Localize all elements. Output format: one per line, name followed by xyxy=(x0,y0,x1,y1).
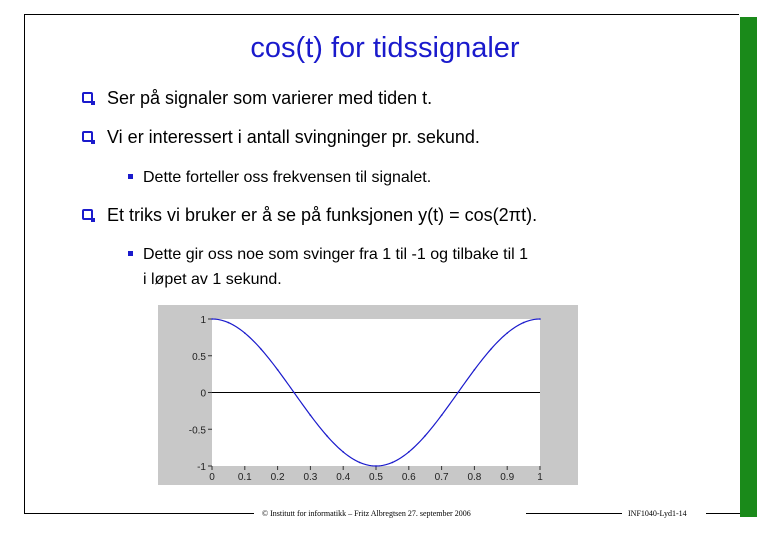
bullet-3 xyxy=(82,205,537,226)
bullet-3-text: Et triks vi bruker er å se på funksjonen y(t) = cos(2πt). xyxy=(107,205,538,225)
square-bullet-icon xyxy=(128,174,133,179)
x-tick-label: 1 xyxy=(537,472,543,483)
data-point xyxy=(342,451,344,453)
bullet-2-text: Vi er interessert i antall svingninger pr. sekund. xyxy=(107,127,480,147)
x-tick-label: 0.4 xyxy=(336,472,351,483)
subbullet-2-text xyxy=(143,242,528,292)
data-point xyxy=(523,322,525,324)
y-tick-label: 1 xyxy=(200,315,206,326)
bullet-box-icon xyxy=(82,209,93,220)
slide-title: cos(t) for tidssignaler xyxy=(250,32,520,64)
footer-page-id: INF1040-Lyd1-14 xyxy=(628,509,687,518)
bullet-1 xyxy=(82,88,432,109)
data-point xyxy=(506,332,508,334)
square-bullet-icon xyxy=(128,251,133,256)
data-point xyxy=(228,322,230,324)
plot-svg xyxy=(158,305,578,485)
data-point xyxy=(539,318,541,320)
subbullet-1 xyxy=(128,165,431,190)
x-tick-label: 0.6 xyxy=(401,472,416,483)
footer-rule-mid xyxy=(526,513,622,514)
x-tick-label: 0.1 xyxy=(237,472,252,483)
footer-rule-left xyxy=(24,513,254,514)
data-point xyxy=(277,369,279,371)
bullet-1-text: Ser på signaler som varierer med tiden t. xyxy=(107,88,433,108)
data-point xyxy=(359,462,361,464)
side-accent-bar xyxy=(740,17,757,517)
data-point xyxy=(260,348,262,350)
y-tick-label: -1 xyxy=(197,462,206,473)
subbullet-2 xyxy=(128,242,528,292)
data-point xyxy=(244,332,246,334)
x-tick-label: 0.3 xyxy=(303,472,318,483)
footer-rule-right xyxy=(706,513,740,514)
data-point xyxy=(424,435,426,437)
cosine-plot xyxy=(158,305,578,485)
footer-credit: © Institutt for informatikk – Fritz Albregtsen 27. september 2006 xyxy=(262,509,471,518)
x-tick-label: 0.2 xyxy=(270,472,285,483)
y-tick-label: 0.5 xyxy=(192,351,206,363)
data-point xyxy=(490,348,492,350)
x-tick-label: 0.8 xyxy=(467,472,482,483)
data-point xyxy=(375,465,377,467)
data-point xyxy=(408,451,410,453)
data-point xyxy=(310,414,312,416)
data-point xyxy=(457,392,459,394)
x-tick-label: 0 xyxy=(209,472,215,483)
y-tick-label: -0.5 xyxy=(188,425,206,437)
bullet-box-icon xyxy=(82,92,93,103)
data-point xyxy=(392,462,394,464)
y-tick-label: 0 xyxy=(200,388,206,400)
x-tick-label: 0.9 xyxy=(500,472,515,483)
bullet-2 xyxy=(82,127,480,148)
subbullet-1-text: Dette forteller oss frekvensen til signalet. xyxy=(143,169,432,186)
data-point xyxy=(441,414,443,416)
bullet-box-icon xyxy=(82,131,93,142)
x-tick-label: 0.5 xyxy=(369,472,383,483)
data-point xyxy=(211,318,213,320)
subbullet-2-line2: i løpet av 1 sekund. xyxy=(143,271,282,288)
data-point xyxy=(293,392,295,394)
data-point xyxy=(326,435,328,437)
subbullet-2-line1: Dette gir oss noe som svinger fra 1 til -1 og tilbake til 1 xyxy=(143,246,529,263)
data-point xyxy=(474,369,476,371)
x-tick-label: 0.7 xyxy=(434,472,449,483)
